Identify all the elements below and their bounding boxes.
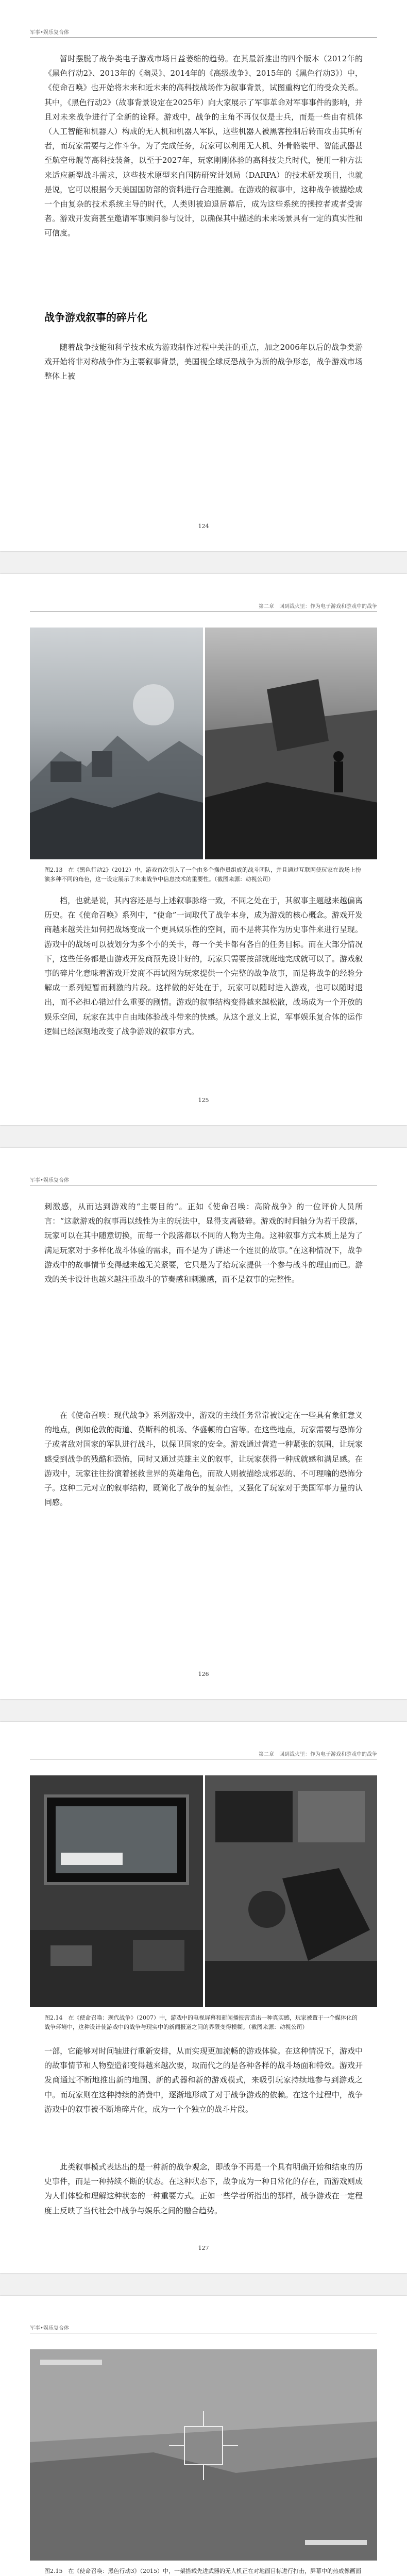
- figure-2-13: [30, 628, 377, 859]
- figure-image: [30, 2349, 377, 2561]
- running-head: 第二章 回到战火里：作为电子游戏和游戏中的战争: [30, 602, 377, 612]
- book-page-125: [0, 574, 407, 1125]
- running-head: 第二章 回到战火里：作为电子游戏和游戏中的战争: [30, 1750, 377, 1759]
- page-body-text: [44, 2044, 363, 2157]
- book-page-127: [0, 1722, 407, 2273]
- page-body-text: [44, 2160, 363, 2232]
- figure-2-15: [30, 2349, 377, 2561]
- body-paragraph: 随着战争技能和科学技术成为游戏制作过程中关注的重点，加之2006年以后的战争类游戏开始将非对称战争作为主要叙事背景，美国视全球反恐战争为新的战争形态，战争游戏市场整体上被: [44, 343, 363, 381]
- section-heading: 战争游戏叙事的碎片化: [44, 311, 147, 324]
- figure-image-right: [205, 1775, 377, 2007]
- body-paragraph: 刺激感，从而达到游戏的“主要目的”。正如《使命召唤：高阶战争》的一位评价人员所言：“这款游戏的叙事再以线性为主的玩法中，显得支离破碎。游戏的时间轴分为若干段落，玩家可以在其中随意切换，而每一个段落都以不同的人物为主角。这种叙事方式本质上是为了满足玩家对于多样化战斗体验的需求，而不是为了讲述一个连贯的故事。”在这种情况下，战争游戏中的故事情节变得越来越无关紧要，它只是为了给玩家提供一个参与战斗的理由而已。游戏的关卡设计也越来越注重战斗的节奏感和刺激感，而不是叙事的完整性。: [44, 1202, 363, 1284]
- figure-2-14: [30, 1775, 377, 2007]
- page-body-text: [44, 893, 363, 1089]
- book-page-124: [0, 0, 407, 551]
- body-paragraph: 一部，它能够对时间轴进行重新安排，从而实现更加流畅的游戏体验。在这种情况下，游戏中的故事情节和人物塑造都变得越来越次要，取而代之的是各种各样的战斗场面和特效。游戏开发商通过不断地推出新的地图、新的武器和新的游戏模式，来吸引玩家持续地参与到游戏之中。而玩家则在这种持续的消费中，逐渐地形成了对于战争游戏的依赖。在这个过程中，战争游戏中的叙事被不断地碎片化，成为一个个独立的战斗片段。: [44, 2046, 363, 2114]
- page-number: 126: [198, 1671, 209, 1677]
- figure-image-left: [30, 1775, 203, 2007]
- page-number: 124: [198, 523, 209, 530]
- body-paragraph: 档，也就是说，其内容还是与上述叙事脉络一致，不同之处在于，其叙事主题越来越偏离历史。在《使命召唤》系列中，“使命”一词取代了战争本身，成为游戏的核心概念。游戏开发商越来越关注如何把战场变成一个更具娱乐性的空间，而不是将其作为历史事件来进行呈现。游戏中的战场可以被划分为多个小的关卡，每一个关卡都有各自的任务目标。而在大部分情况下，这些任务都是由游戏开发商预先设计好的，玩家只需要按部就班地完成就可以了。游戏叙事的碎片化意味着游戏开发商不再试图为玩家提供一个完整的战争故事，而是将战争的经验分解成一系列短暂而刺激的片段。这样做的好处在于，玩家可以随时进入游戏，也可以随时退出，而不必担心错过什么重要的剧情。游戏的叙事结构变得越来越松散，战场成为一个开放的娱乐空间，玩家在其中自由地体验战斗带来的快感。从这个意义上说，军事娱乐复合体的运作逻辑已经深刻地改变了战争游戏的叙事方式。: [44, 896, 363, 1036]
- book-page-128: [0, 2296, 407, 2576]
- book-page-126: [0, 1148, 407, 1699]
- figure-image-right: [205, 628, 377, 859]
- running-head: 军事•娱乐复合体: [30, 2324, 377, 2333]
- figure-caption: 图2.14 在《使命召唤：现代战争》（2007）中，游戏中的电视屏幕和新闻播报营造出一种真实感，玩家被置于一个媒体化的战争环境中，这种设计使游戏中的战争与现实中的新闻报道之间的界限变得模糊。（截图来源：动视公司）: [44, 2014, 358, 2030]
- figure-caption: 图2.15 在《使命召唤：黑色行动3》（2015）中，一架搭载先进武器的无人机正在对地面目标进行打击，屏幕中的热成像画面: [44, 2568, 361, 2574]
- running-head: 军事•娱乐复合体: [30, 28, 377, 38]
- page-body-text: [44, 340, 363, 381]
- page-number: 127: [198, 2245, 209, 2251]
- page-body-text: [44, 52, 363, 340]
- figure-image-left: [30, 628, 203, 859]
- body-paragraph: 此类叙事模式表达出的是一种新的战争观念，即战争不再是一个具有明确开始和结束的历史事件，而是一种持续不断的状态。在这种状态下，战争成为一种日常化的存在，而游戏则成为人们体验和理解这种状态的一种重要方式。正如一些学者所指出的那样，战争游戏在一定程度上反映了当代社会中战争与娱乐之间的融合趋势。: [44, 2162, 363, 2215]
- figure-caption: 图2.13 在《黑色行动2》（2012）中，游戏首次引入了一个由多个操作员组成的战斗团队，并且通过互联网使玩家在战场上扮演多种不同的角色，这一设定展示了未来战争中信息技术的重要性。（截图来源：动视公司）: [44, 867, 361, 883]
- body-paragraph: 在《使命召唤：现代战争》系列游戏中，游戏的主线任务常常被设定在一些具有象征意义的地点，例如伦敦的街道、莫斯科的机场、华盛顿的白宫等。在这些地点，玩家需要与恐怖分子或者敌对国家的军队进行战斗，以保卫国家的安全。游戏通过营造一种紧张的氛围，让玩家感受到战争的残酷和恐怖，同时又通过英雄主义的叙事，让玩家获得一种成就感和满足感。在游戏中，玩家往往扮演着拯救世界的英雄角色，而敌人则被描绘成邪恶的、不可理喻的恐怖分子。这种二元对立的叙事结构，既简化了战争的复杂性，又强化了玩家对于美国军事力量的认同感。: [44, 1411, 363, 1507]
- page-body-text: [44, 1408, 363, 1624]
- running-head: 军事•娱乐复合体: [30, 1176, 377, 1185]
- body-paragraph: 暂时摆脱了战争类电子游戏市场日益萎缩的趋势。在其最新推出的四个版本（2012年的《黑色行动2》、2013年的《幽灵》、2014年的《高级战争》、2015年的《黑色行动3》）中，《使命召唤》也开始将未来和近未来的高科技战场作为叙事背景，试图重构它们的受众关系。其中，《黑色行动2》（故事背景设定在2025年）向大家展示了军事革命对军事事件的影响，并且对未来战争进行了全新的诠释。游戏中，战争的主角不再仅仅是士兵，而是一些由有机体（人工智能和机器人）构成的无人机和机器人军队，这些机器人被黑客控制后转而攻击其所有者，而玩家需要与之作斗争。为了完成任务，玩家可以利用无人机、外骨骼装甲、智能武器甚至航空母舰等高科技装备，以至于2027年，玩家刚刚体验的高科技尖兵时代，便用一种方法来适应新型战斗需求，这些技术原型来自国防研究计划局（DARPA）的技术研发项目，也就是说，它可以根据今天美国国防部的资料进行合理推测。在游戏的叙事中，这种战争被描绘成一个由复杂的技术系统主导的时代，人类则被迫退居幕后，成为这些系统的操控者或者受害者。游戏开发商甚至邀请军事顾问参与设计，以确保其中描述的未来场景具有一定的真实性和可信度。: [44, 54, 363, 238]
- page-body-text: [44, 1199, 363, 1400]
- page-number: 125: [198, 1097, 209, 1104]
